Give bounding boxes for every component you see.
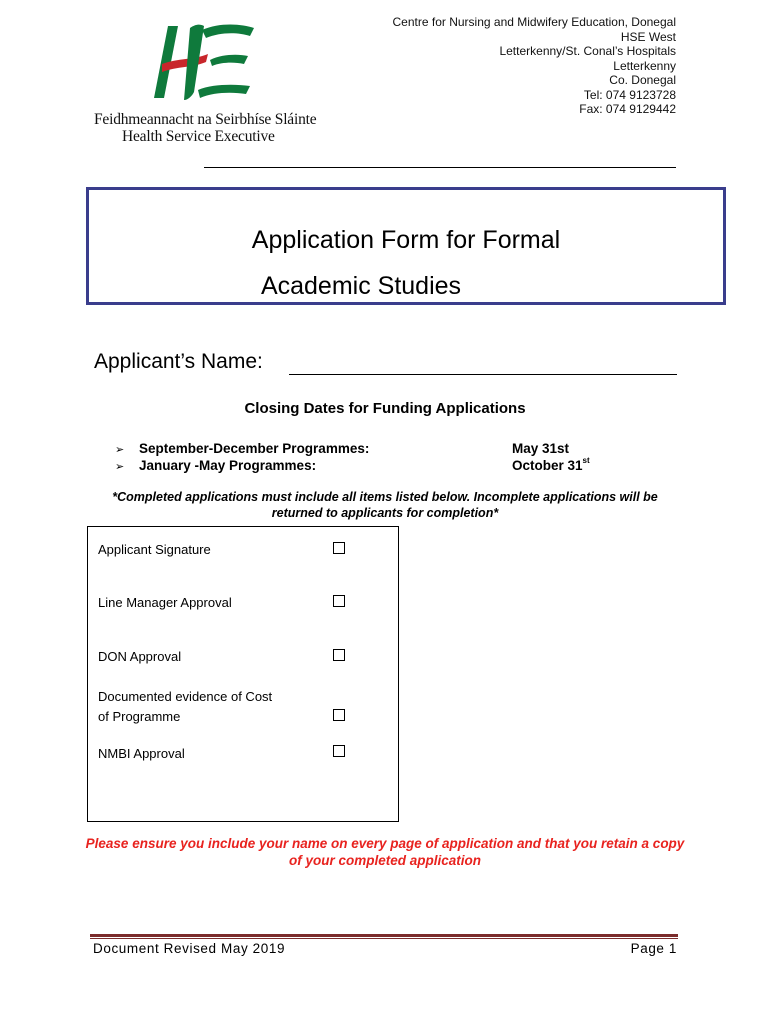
name-on-every-page-note: Please ensure you include your name on every page of application and that you retain a copy of your completed application [85,836,685,868]
nmbi-approval-checkbox[interactable] [333,745,345,757]
address-line: Tel: 074 9123728 [583,87,676,102]
document-revision: Document Revised May 2019 [93,941,286,956]
checklist-item-label: NMBI Approval [98,746,185,761]
closing-date: May 31st [512,441,570,456]
address-line: HSE West [620,29,676,44]
closing-date-suffix: st [582,456,590,465]
address-line: Centre for Nursing and Midwifery Education, Donegal [392,15,676,29]
address-line: Letterkenny/St. Conal’s Hospitals [499,44,676,58]
closing-date-item [115,441,369,456]
closing-date-item [115,458,316,473]
completion-requirement-note: *Completed applications must include all items listed below. Incomplete applications will be returned to applicants for completion* [112,490,658,520]
checklist-item-label: DON Approval [98,649,182,664]
checklist-item-label: Documented evidence of Cost of Programme [98,689,273,724]
page-number: Page 1 [630,941,677,956]
line-manager-approval-checkbox[interactable] [333,595,345,607]
checklist-item-label: Line Manager Approval [98,595,232,610]
programme-label: January -May Programmes: [139,458,317,473]
cost-evidence-checkbox[interactable] [333,709,345,721]
applicant-signature-checkbox[interactable] [333,542,345,554]
don-approval-checkbox[interactable] [333,649,345,661]
checklist-box [87,526,399,822]
header-divider [204,167,676,168]
address-block [393,15,676,117]
closing-date [512,458,590,473]
applicant-name-label: Applicant’s Name: [94,350,263,373]
checklist-item-label: Applicant Signature [98,542,211,557]
address-line: Co. Donegal [609,73,676,87]
footer-divider-thin [90,938,678,939]
arrow-bullet-icon: ➢ [115,444,125,456]
title-line-2: Academic Studies [260,272,462,300]
title-line-1: Application Form for Formal [251,226,561,254]
closing-dates-heading: Closing Dates for Funding Applications [244,400,526,417]
address-line: Letterkenny [613,58,676,73]
hse-logo [150,20,260,102]
closing-date-main: October 31 [512,458,583,473]
logo-english-text: Health Service Executive [122,128,275,145]
address-line: Fax: 074 9129442 [579,102,676,116]
title-box [86,187,726,305]
programme-label: September-December Programmes: [139,441,370,456]
arrow-bullet-icon: ➢ [115,461,125,473]
logo-irish-text: Feidhmeannacht na Seirbhíse Sláinte [94,111,317,128]
applicant-name-field[interactable] [289,374,677,375]
footer-divider [90,934,678,937]
